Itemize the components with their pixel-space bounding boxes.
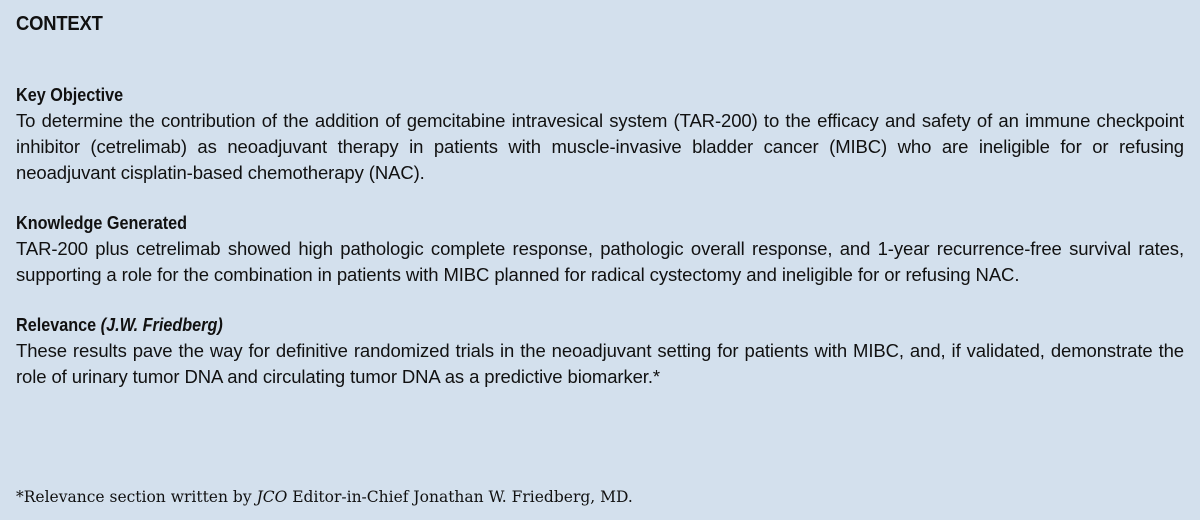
footnote-suffix: Editor-in-Chief Jonathan W. Friedberg, MD.	[287, 488, 633, 506]
knowledge-generated-text: TAR-200 plus cetrelimab showed high pathologic complete response, pathologic overall response, and 1-year recurrence-free survival rates, supporting a role for the combination in patients with MIBC planned for radical cystectomy and ineligible for or refusing NAC.	[16, 238, 1184, 285]
footnote	[16, 486, 633, 508]
relevance-title: Relevance	[16, 315, 97, 335]
knowledge-generated-section	[16, 210, 1184, 288]
relevance-editor: (J.W. Friedberg)	[100, 315, 223, 335]
context-heading: CONTEXT	[16, 13, 103, 35]
knowledge-generated-title: Knowledge Generated	[16, 213, 188, 233]
footnote-prefix: *Relevance section written by	[16, 488, 257, 506]
relevance-title-line	[16, 312, 1067, 338]
key-objective-text: To determine the contribution of the addition of gemcitabine intravesical system (TAR-200) to the efficacy and safety of an immune checkpoint inhibitor (cetrelimab) as neoadjuvant therapy in patients with muscle-invasive bladder cancer (MIBC) who are ineligible for or refusing neoadjuvant cisplatin-based chemotherapy (NAC).	[16, 110, 1184, 183]
key-objective-section	[16, 82, 1184, 186]
relevance-text: These results pave the way for definitive randomized trials in the neoadjuvant setting for patients with MIBC, and, if validated, demonstrate the role of urinary tumor DNA and circulating tumor DNA as a predictive biomarker.*	[16, 340, 1184, 387]
relevance-section	[16, 312, 1184, 390]
footnote-journal: JCO	[256, 488, 288, 506]
key-objective-title: Key Objective	[16, 85, 124, 105]
